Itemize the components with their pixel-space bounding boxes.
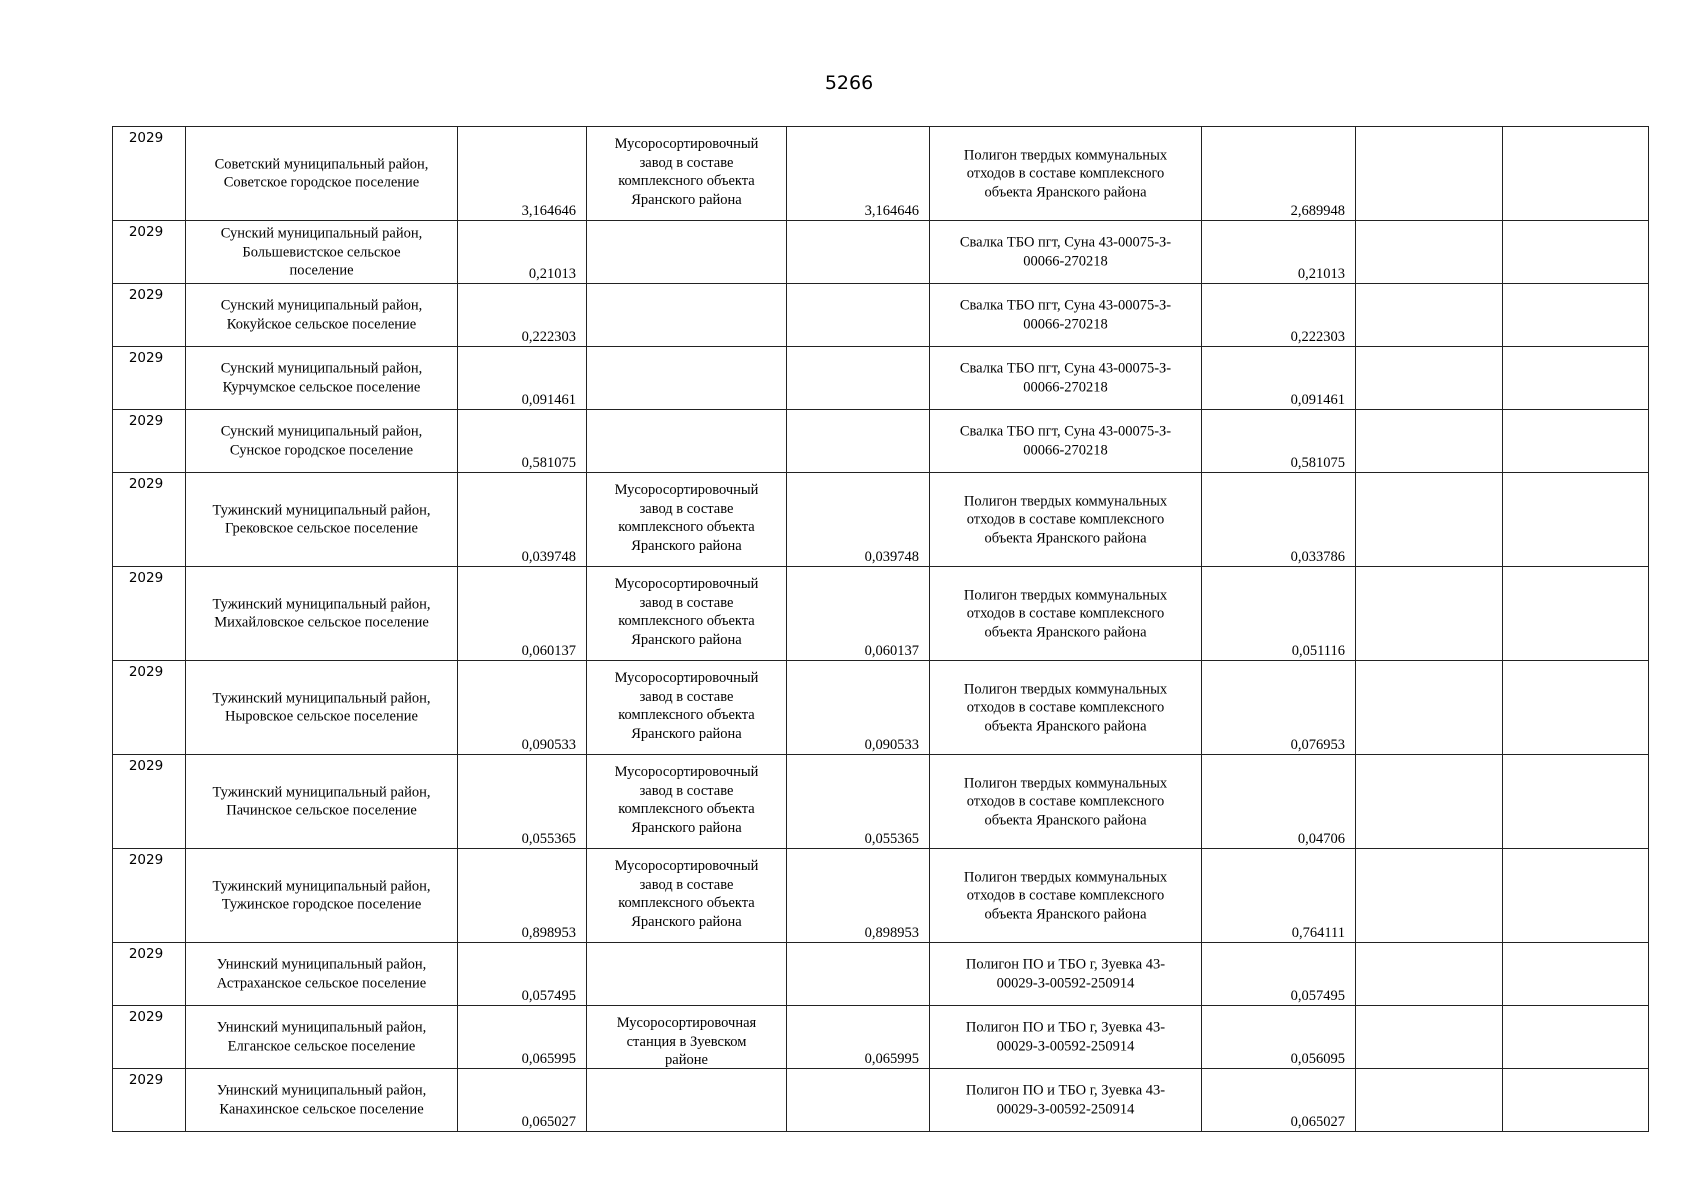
year-text: 2029 bbox=[128, 1009, 164, 1025]
year-text: 2029 bbox=[128, 758, 164, 774]
year-text: 2029 bbox=[128, 664, 164, 680]
year-cell bbox=[113, 943, 186, 1006]
waste-volume-cell bbox=[458, 284, 587, 347]
disposed-volume-text: 0,091461 bbox=[1290, 392, 1345, 408]
empty-cell bbox=[1503, 1006, 1649, 1069]
municipality-text: Тужинский муниципальный район, Михайловское сельское поселение bbox=[212, 596, 431, 631]
year-cell bbox=[113, 127, 186, 221]
municipality-cell bbox=[186, 1069, 458, 1132]
empty-cell bbox=[1503, 347, 1649, 410]
processed-volume-text: 0,898953 bbox=[864, 925, 919, 941]
disposal-facility-cell bbox=[930, 849, 1202, 943]
waste-volume-cell bbox=[458, 567, 587, 661]
year-text: 2029 bbox=[128, 946, 164, 962]
municipality-cell bbox=[186, 473, 458, 567]
empty-cell bbox=[1503, 221, 1649, 284]
year-cell bbox=[113, 849, 186, 943]
waste-volume-text: 0,091461 bbox=[521, 392, 576, 408]
processed-volume-text: 0,065995 bbox=[864, 1051, 919, 1067]
processing-facility-cell bbox=[587, 849, 787, 943]
waste-volume-cell bbox=[458, 221, 587, 284]
disposal-facility-text: Полигон ПО и ТБО г, Зуевка 43- 00029-З-00592-250914 bbox=[965, 956, 1166, 991]
disposal-facility-cell bbox=[930, 661, 1202, 755]
waste-volume-text: 0,090533 bbox=[521, 737, 576, 753]
page-number: 5266 bbox=[824, 72, 874, 94]
disposed-volume-text: 0,057495 bbox=[1290, 988, 1345, 1004]
disposed-volume-cell bbox=[1202, 1006, 1356, 1069]
processing-facility-text: Мусоросортировочный завод в составе комплексного объекта Яранского района bbox=[614, 482, 759, 554]
empty-cell bbox=[1503, 473, 1649, 567]
processing-facility-cell bbox=[587, 755, 787, 849]
table-row bbox=[113, 849, 1649, 943]
processing-facility-text: Мусоросортировочный завод в составе комплексного объекта Яранского района bbox=[614, 670, 759, 742]
waste-volume-text: 0,039748 bbox=[521, 549, 576, 565]
empty-cell bbox=[1356, 347, 1503, 410]
waste-volume-text: 0,065995 bbox=[521, 1051, 576, 1067]
processing-facility-cell bbox=[587, 661, 787, 755]
waste-volume-text: 0,222303 bbox=[521, 329, 576, 345]
processed-volume-cell bbox=[787, 661, 930, 755]
processing-facility-cell bbox=[587, 127, 787, 221]
disposal-facility-cell bbox=[930, 284, 1202, 347]
disposal-facility-cell bbox=[930, 221, 1202, 284]
municipality-cell bbox=[186, 755, 458, 849]
empty-cell bbox=[1356, 943, 1503, 1006]
year-text: 2029 bbox=[128, 476, 164, 492]
table-row bbox=[113, 473, 1649, 567]
disposed-volume-text: 0,04706 bbox=[1297, 831, 1345, 847]
processing-facility-cell bbox=[587, 1069, 787, 1132]
waste-volume-text: 0,060137 bbox=[521, 643, 576, 659]
year-text: 2029 bbox=[128, 224, 164, 240]
disposal-facility-cell bbox=[930, 127, 1202, 221]
processed-volume-text: 3,164646 bbox=[864, 203, 919, 219]
disposed-volume-text: 0,051116 bbox=[1291, 643, 1345, 659]
processed-volume-cell bbox=[787, 567, 930, 661]
year-cell bbox=[113, 347, 186, 410]
processing-facility-cell bbox=[587, 347, 787, 410]
empty-cell bbox=[1356, 284, 1503, 347]
year-cell bbox=[113, 473, 186, 567]
processed-volume-cell bbox=[787, 1069, 930, 1132]
waste-volume-text: 0,065027 bbox=[521, 1114, 576, 1130]
waste-volume-text: 0,057495 bbox=[521, 988, 576, 1004]
empty-cell bbox=[1503, 661, 1649, 755]
municipality-cell bbox=[186, 410, 458, 473]
year-cell bbox=[113, 221, 186, 284]
table-row bbox=[113, 1006, 1649, 1069]
table-row bbox=[113, 221, 1649, 284]
disposal-facility-text: Полигон твердых коммунальных отходов в составе комплексного объекта Яранского района bbox=[963, 680, 1168, 734]
empty-cell bbox=[1356, 221, 1503, 284]
municipality-cell bbox=[186, 943, 458, 1006]
municipality-text: Унинский муниципальный район, Канахинское сельское поселение bbox=[216, 1082, 427, 1117]
municipality-text: Сунский муниципальный район, Курчумское сельское поселение bbox=[220, 360, 423, 395]
municipality-cell bbox=[186, 284, 458, 347]
empty-cell bbox=[1503, 1069, 1649, 1132]
municipality-text: Советский муниципальный район, Советское городское поселение bbox=[214, 156, 429, 191]
disposed-volume-text: 0,222303 bbox=[1290, 329, 1345, 345]
empty-cell bbox=[1356, 567, 1503, 661]
year-text: 2029 bbox=[128, 413, 164, 429]
processing-facility-text: Мусоросортировочная станция в Зуевском районе bbox=[616, 1015, 757, 1068]
disposal-facility-text: Полигон твердых коммунальных отходов в составе комплексного объекта Яранского района bbox=[963, 492, 1168, 546]
empty-cell bbox=[1503, 755, 1649, 849]
table-row bbox=[113, 284, 1649, 347]
disposal-facility-cell bbox=[930, 1006, 1202, 1069]
disposed-volume-cell bbox=[1202, 473, 1356, 567]
disposed-volume-cell bbox=[1202, 347, 1356, 410]
year-cell bbox=[113, 1069, 186, 1132]
processed-volume-cell bbox=[787, 127, 930, 221]
processing-facility-cell bbox=[587, 1006, 787, 1069]
waste-flow-table bbox=[112, 126, 1649, 1132]
waste-volume-cell bbox=[458, 473, 587, 567]
table-row bbox=[113, 1069, 1649, 1132]
empty-cell bbox=[1356, 849, 1503, 943]
disposed-volume-text: 0,056095 bbox=[1290, 1051, 1345, 1067]
disposed-volume-cell bbox=[1202, 127, 1356, 221]
disposal-facility-text: Полигон твердых коммунальных отходов в составе комплексного объекта Яранского района bbox=[963, 868, 1168, 922]
waste-volume-cell bbox=[458, 1069, 587, 1132]
disposal-facility-cell bbox=[930, 473, 1202, 567]
empty-cell bbox=[1503, 410, 1649, 473]
waste-volume-text: 0,898953 bbox=[521, 925, 576, 941]
municipality-text: Тужинский муниципальный район, Тужинское городское поселение bbox=[212, 878, 431, 913]
disposal-facility-cell bbox=[930, 755, 1202, 849]
year-text: 2029 bbox=[128, 852, 164, 868]
disposal-facility-cell bbox=[930, 943, 1202, 1006]
municipality-text: Сунский муниципальный район, Кокуйское сельское поселение bbox=[220, 297, 423, 332]
disposal-facility-text: Свалка ТБО пгт, Суна 43-00075-З- 00066-270218 bbox=[959, 423, 1172, 458]
municipality-cell bbox=[186, 347, 458, 410]
table-row bbox=[113, 127, 1649, 221]
empty-cell bbox=[1356, 1069, 1503, 1132]
disposal-facility-cell bbox=[930, 567, 1202, 661]
disposed-volume-text: 0,076953 bbox=[1290, 737, 1345, 753]
disposed-volume-cell bbox=[1202, 755, 1356, 849]
table-row bbox=[113, 943, 1649, 1006]
processed-volume-cell bbox=[787, 1006, 930, 1069]
municipality-cell bbox=[186, 127, 458, 221]
table-row bbox=[113, 347, 1649, 410]
disposed-volume-text: 0,033786 bbox=[1290, 549, 1345, 565]
municipality-text: Унинский муниципальный район, Елганское сельское поселение bbox=[216, 1019, 427, 1054]
disposed-volume-cell bbox=[1202, 943, 1356, 1006]
municipality-text: Сунский муниципальный район, Сунское городское поселение bbox=[220, 423, 423, 458]
waste-volume-text: 3,164646 bbox=[521, 203, 576, 219]
disposal-facility-text: Полигон твердых коммунальных отходов в составе комплексного объекта Яранского района bbox=[963, 774, 1168, 828]
disposed-volume-text: 0,21013 bbox=[1297, 266, 1345, 282]
municipality-text: Сунский муниципальный район, Большевистское сельское поселение bbox=[220, 225, 423, 279]
empty-cell bbox=[1356, 127, 1503, 221]
municipality-text: Тужинский муниципальный район, Пачинское сельское поселение bbox=[212, 784, 431, 819]
processing-facility-cell bbox=[587, 943, 787, 1006]
processing-facility-text: Мусоросортировочный завод в составе комплексного объекта Яранского района bbox=[614, 858, 759, 930]
processed-volume-cell bbox=[787, 943, 930, 1006]
empty-cell bbox=[1356, 473, 1503, 567]
disposed-volume-cell bbox=[1202, 1069, 1356, 1132]
processed-volume-text: 0,090533 bbox=[864, 737, 919, 753]
disposal-facility-cell bbox=[930, 347, 1202, 410]
year-text: 2029 bbox=[128, 287, 164, 303]
municipality-text: Тужинский муниципальный район, Ныровское сельское поселение bbox=[212, 690, 431, 725]
empty-cell bbox=[1356, 410, 1503, 473]
disposal-facility-cell bbox=[930, 410, 1202, 473]
empty-cell bbox=[1356, 755, 1503, 849]
processed-volume-cell bbox=[787, 849, 930, 943]
disposed-volume-cell bbox=[1202, 410, 1356, 473]
year-cell bbox=[113, 567, 186, 661]
table-row bbox=[113, 755, 1649, 849]
disposal-facility-text: Полигон твердых коммунальных отходов в составе комплексного объекта Яранского района bbox=[963, 146, 1168, 200]
processed-volume-cell bbox=[787, 755, 930, 849]
empty-cell bbox=[1503, 284, 1649, 347]
processing-facility-cell bbox=[587, 473, 787, 567]
processing-facility-text: Мусоросортировочный завод в составе комплексного объекта Яранского района bbox=[614, 764, 759, 836]
disposal-facility-text: Свалка ТБО пгт, Суна 43-00075-З- 00066-270218 bbox=[959, 360, 1172, 395]
waste-volume-cell bbox=[458, 127, 587, 221]
disposed-volume-cell bbox=[1202, 567, 1356, 661]
processed-volume-text: 0,055365 bbox=[864, 831, 919, 847]
disposed-volume-text: 0,764111 bbox=[1291, 925, 1345, 941]
waste-volume-text: 0,581075 bbox=[521, 455, 576, 471]
processed-volume-text: 0,060137 bbox=[864, 643, 919, 659]
table-body bbox=[113, 127, 1649, 1132]
processing-facility-cell bbox=[587, 410, 787, 473]
processed-volume-cell bbox=[787, 347, 930, 410]
municipality-cell bbox=[186, 661, 458, 755]
disposed-volume-text: 0,065027 bbox=[1290, 1114, 1345, 1130]
year-text: 2029 bbox=[128, 130, 164, 146]
table-row bbox=[113, 567, 1649, 661]
empty-cell bbox=[1503, 943, 1649, 1006]
waste-volume-cell bbox=[458, 1006, 587, 1069]
disposal-facility-cell bbox=[930, 1069, 1202, 1132]
disposal-facility-text: Полигон ПО и ТБО г, Зуевка 43- 00029-З-00592-250914 bbox=[965, 1082, 1166, 1117]
year-text: 2029 bbox=[128, 1072, 164, 1088]
municipality-cell bbox=[186, 567, 458, 661]
empty-cell bbox=[1356, 661, 1503, 755]
waste-volume-cell bbox=[458, 347, 587, 410]
processing-facility-cell bbox=[587, 284, 787, 347]
municipality-text: Унинский муниципальный район, Астраханское сельское поселение bbox=[216, 956, 427, 991]
municipality-cell bbox=[186, 221, 458, 284]
disposed-volume-cell bbox=[1202, 221, 1356, 284]
municipality-cell bbox=[186, 1006, 458, 1069]
processing-facility-text: Мусоросортировочный завод в составе комплексного объекта Яранского района bbox=[614, 576, 759, 648]
year-cell bbox=[113, 661, 186, 755]
waste-volume-text: 0,21013 bbox=[528, 266, 576, 282]
year-cell bbox=[113, 1006, 186, 1069]
empty-cell bbox=[1503, 849, 1649, 943]
disposal-facility-text: Полигон ПО и ТБО г, Зуевка 43- 00029-З-00592-250914 bbox=[965, 1019, 1166, 1054]
processing-facility-cell bbox=[587, 221, 787, 284]
processing-facility-cell bbox=[587, 567, 787, 661]
processed-volume-cell bbox=[787, 473, 930, 567]
year-cell bbox=[113, 755, 186, 849]
year-cell bbox=[113, 284, 186, 347]
waste-volume-cell bbox=[458, 943, 587, 1006]
processing-facility-text: Мусоросортировочный завод в составе комплексного объекта Яранского района bbox=[614, 136, 759, 208]
waste-volume-text: 0,055365 bbox=[521, 831, 576, 847]
year-text: 2029 bbox=[128, 350, 164, 366]
table-row bbox=[113, 410, 1649, 473]
waste-volume-cell bbox=[458, 661, 587, 755]
empty-cell bbox=[1503, 127, 1649, 221]
processed-volume-cell bbox=[787, 284, 930, 347]
disposed-volume-text: 2,689948 bbox=[1290, 203, 1345, 219]
disposal-facility-text: Полигон твердых коммунальных отходов в составе комплексного объекта Яранского района bbox=[963, 586, 1168, 640]
disposed-volume-text: 0,581075 bbox=[1290, 455, 1345, 471]
municipality-cell bbox=[186, 849, 458, 943]
waste-volume-cell bbox=[458, 755, 587, 849]
processed-volume-cell bbox=[787, 221, 930, 284]
disposal-facility-text: Свалка ТБО пгт, Суна 43-00075-З- 00066-270218 bbox=[959, 234, 1172, 269]
disposal-facility-text: Свалка ТБО пгт, Суна 43-00075-З- 00066-270218 bbox=[959, 297, 1172, 332]
disposed-volume-cell bbox=[1202, 284, 1356, 347]
empty-cell bbox=[1503, 567, 1649, 661]
disposed-volume-cell bbox=[1202, 849, 1356, 943]
municipality-text: Тужинский муниципальный район, Грековское сельское поселение bbox=[212, 502, 431, 537]
processed-volume-text: 0,039748 bbox=[864, 549, 919, 565]
table-row bbox=[113, 661, 1649, 755]
disposed-volume-cell bbox=[1202, 661, 1356, 755]
processed-volume-cell bbox=[787, 410, 930, 473]
year-text: 2029 bbox=[128, 570, 164, 586]
empty-cell bbox=[1356, 1006, 1503, 1069]
year-cell bbox=[113, 410, 186, 473]
waste-volume-cell bbox=[458, 849, 587, 943]
waste-volume-cell bbox=[458, 410, 587, 473]
